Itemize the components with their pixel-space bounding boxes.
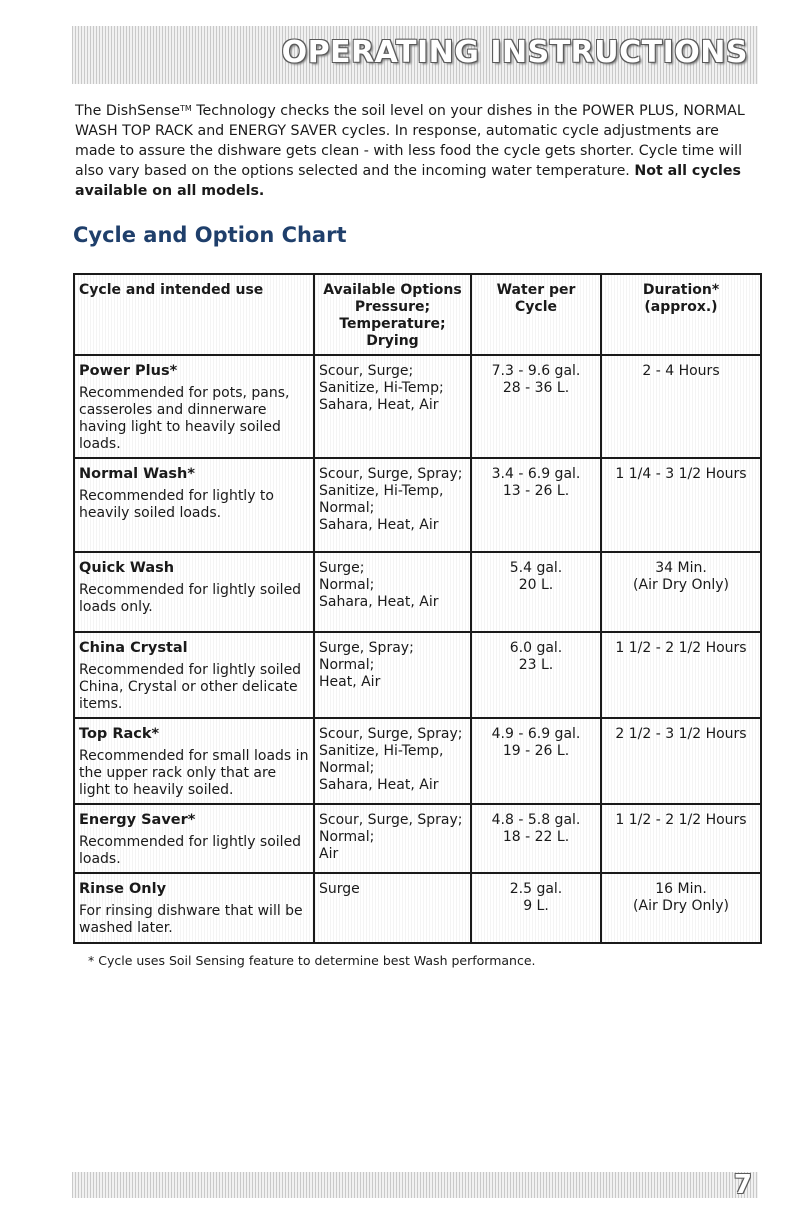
cycle-name: Quick Wash — [79, 560, 175, 576]
cycle-name: Rinse Only — [79, 881, 167, 897]
water-liters: 23 L. — [518, 657, 554, 673]
header-cycle — [74, 274, 314, 355]
footer-bar — [72, 1172, 758, 1198]
header-water — [471, 274, 601, 355]
cycle-description: Recommended for pots, pans, casseroles and dinnerware having light to heavily soiled loads. — [79, 385, 290, 452]
option-line: Normal; — [319, 657, 375, 673]
water-liters: 28 - 36 L. — [502, 380, 570, 396]
cycle-cell — [74, 804, 314, 873]
duration-cell — [601, 804, 761, 873]
cycle-description: Recommended for lightly soiled loads only. — [79, 582, 302, 615]
duration-value: 1 1/2 - 2 1/2 Hours — [615, 640, 747, 656]
option-line: Sanitize, Hi-Temp; — [319, 380, 444, 396]
water-cell — [471, 718, 601, 804]
option-line: Surge; — [319, 560, 365, 576]
option-line: Surge, Spray; — [319, 640, 414, 656]
option-line: Scour, Surge, Spray; — [319, 466, 463, 482]
option-line: Sahara, Heat, Air — [319, 594, 439, 610]
water-liters: 9 L. — [523, 898, 549, 914]
water-gallons: 4.9 - 6.9 gal. — [491, 726, 581, 742]
option-line: Normal; — [319, 577, 375, 593]
cycle-description: For rinsing dishware that will be washed later. — [79, 903, 303, 936]
table-row — [74, 718, 761, 804]
table-row — [74, 458, 761, 552]
water-gallons: 4.8 - 5.8 gal. — [491, 812, 581, 828]
cycle-cell — [74, 718, 314, 804]
option-line: Heat, Air — [319, 674, 381, 690]
header-options-line: Temperature; — [339, 316, 446, 332]
cycle-cell — [74, 355, 314, 458]
cycle-option-chart — [73, 273, 762, 944]
option-line: Surge — [319, 881, 360, 897]
header-banner — [72, 26, 758, 84]
duration-cell — [601, 873, 761, 943]
option-line: Sanitize, Hi-Temp, — [319, 743, 444, 759]
water-liters: 19 - 26 L. — [502, 743, 570, 759]
water-gallons: 3.4 - 6.9 gal. — [491, 466, 581, 482]
water-cell — [471, 355, 601, 458]
cycle-description: Recommended for lightly soiled China, Crystal or other delicate items. — [79, 662, 302, 712]
option-line: Sahara, Heat, Air — [319, 397, 439, 413]
cycle-description: Recommended for lightly soiled loads. — [79, 834, 302, 867]
option-line: Normal; — [319, 760, 375, 776]
header-cycle-label: Cycle and intended use — [79, 282, 264, 298]
duration-cell — [601, 552, 761, 632]
header-options — [314, 274, 471, 355]
header-duration — [601, 274, 761, 355]
header-water-line: Cycle — [515, 299, 557, 315]
trademark-mark: TM — [180, 104, 192, 113]
header-duration-line: (approx.) — [644, 299, 718, 315]
header-options-line: Pressure; — [354, 299, 431, 315]
duration-cell — [601, 458, 761, 552]
duration-value: 1 1/4 - 3 1/2 Hours — [615, 466, 747, 482]
duration-note: (Air Dry Only) — [633, 898, 729, 914]
duration-value: 16 Min. — [655, 881, 707, 897]
water-liters: 18 - 22 L. — [502, 829, 570, 845]
table-row — [74, 552, 761, 632]
option-line: Sahara, Heat, Air — [319, 517, 439, 533]
header-duration-line: Duration* — [642, 282, 720, 298]
option-line: Sahara, Heat, Air — [319, 777, 439, 793]
table-row — [74, 355, 761, 458]
options-cell — [314, 355, 471, 458]
options-cell — [314, 873, 471, 943]
water-cell — [471, 552, 601, 632]
table-row — [74, 632, 761, 718]
option-line: Air — [319, 846, 339, 862]
water-gallons: 2.5 gal. — [509, 881, 563, 897]
section-title: Cycle and Option Chart — [73, 223, 347, 247]
options-cell — [314, 458, 471, 552]
water-cell — [471, 804, 601, 873]
cycle-name: Energy Saver* — [79, 812, 196, 828]
duration-value: 1 1/2 - 2 1/2 Hours — [615, 812, 747, 828]
intro-text: The DishSense — [75, 103, 180, 119]
cycle-name: Top Rack* — [79, 726, 160, 742]
table-row — [74, 804, 761, 873]
duration-note: (Air Dry Only) — [633, 577, 729, 593]
options-cell — [314, 632, 471, 718]
options-cell — [314, 804, 471, 873]
table-row — [74, 873, 761, 943]
water-cell — [471, 632, 601, 718]
header-water-line: Water per — [496, 282, 576, 298]
water-cell — [471, 873, 601, 943]
intro-text-continued: Technology checks the soil level on your dishes in the POWER PLUS, NORMAL WASH TOP RACK and ENERGY SAVER cycles. In response, automatic cycle adjustments are made to assure the dishware gets clean - with less food the cycle gets shorter. Cycle time will also vary based on the options selected and the incoming water temperature. — [75, 103, 745, 179]
header-options-line: Available Options — [323, 282, 462, 298]
intro-availability-note: Not all cycles available on all models. — [75, 163, 741, 199]
duration-value: 2 1/2 - 3 1/2 Hours — [615, 726, 747, 742]
table-header-row — [74, 274, 761, 355]
duration-cell — [601, 355, 761, 458]
option-line: Scour, Surge, Spray; — [319, 812, 463, 828]
cycle-name: Power Plus* — [79, 363, 178, 379]
water-gallons: 7.3 - 9.6 gal. — [491, 363, 581, 379]
option-line: Scour, Surge; — [319, 363, 414, 379]
water-liters: 13 - 26 L. — [502, 483, 570, 499]
water-gallons: 6.0 gal. — [509, 640, 563, 656]
water-gallons: 5.4 gal. — [509, 560, 563, 576]
header-options-line: Drying — [366, 333, 419, 349]
cycle-cell — [74, 632, 314, 718]
options-cell — [314, 718, 471, 804]
page-title: OPERATING INSTRUCTIONS — [281, 35, 748, 70]
duration-cell — [601, 632, 761, 718]
cycle-cell — [74, 873, 314, 943]
option-line: Scour, Surge, Spray; — [319, 726, 463, 742]
cycle-description: Recommended for small loads in the upper rack only that are light to heavily soiled. — [79, 748, 309, 798]
cycle-description: Recommended for lightly to heavily soiled loads. — [79, 488, 274, 521]
option-line: Normal; — [319, 829, 375, 845]
options-cell — [314, 552, 471, 632]
cycle-name: China Crystal — [79, 640, 188, 656]
option-line: Normal; — [319, 500, 375, 516]
intro-paragraph — [75, 101, 760, 201]
water-liters: 20 L. — [518, 577, 554, 593]
duration-value: 34 Min. — [655, 560, 707, 576]
cycle-cell — [74, 458, 314, 552]
duration-value: 2 - 4 Hours — [642, 363, 720, 379]
water-cell — [471, 458, 601, 552]
page-number: 7 — [733, 1170, 752, 1200]
cycle-cell — [74, 552, 314, 632]
footnote: * Cycle uses Soil Sensing feature to determine best Wash performance. — [88, 953, 536, 968]
cycle-name: Normal Wash* — [79, 466, 195, 482]
option-line: Sanitize, Hi-Temp, — [319, 483, 444, 499]
duration-cell — [601, 718, 761, 804]
